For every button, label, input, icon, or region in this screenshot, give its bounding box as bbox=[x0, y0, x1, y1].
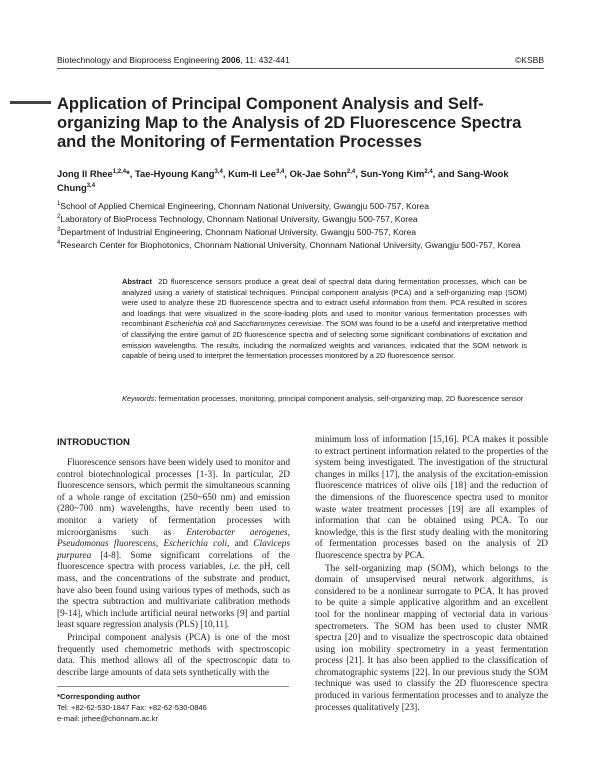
journal-citation bbox=[57, 55, 290, 65]
abstract: Abstract 2D fluorescence sensors produce a great deal of spectral data during fermentation processes, which can be analyzed using a variety of statistical techniques. Principal component analysis (PCA) and a self-organizing map (SOM) were used to analyze these 2D fluorescence spectra and to extract useful information from them. PCA resulted in scores and loadings that were visualized in the score-loading plots and used to monitor various fermentation processes with recombinant Escherichia coli and Saccharomyces cerevisiae. The SOM was found to be a useful and interpretative method of classifying the entire gamut of 2D fluorescence spectra and of selecting some significant combinations of excitation and emission wavelengths. The results, including the normalized weights and variances, indicated that the SOM network is capable of being used to interpret the fermentation processes monitored by a 2D fluorescence sensor. bbox=[122, 277, 527, 361]
body-column-left bbox=[57, 458, 290, 679]
author-affiliation-marker: 3,4 bbox=[276, 169, 285, 175]
corresponding-author-footnote bbox=[57, 691, 207, 725]
author-affiliation-marker: 2,4 bbox=[424, 169, 433, 175]
affiliation-item: $^4$Research Center for Biophotonics, Chonnam National University, Chonnam National University, Gwangju 500-757, Korea bbox=[57, 240, 521, 251]
publisher-mark: ©KSBB bbox=[515, 55, 544, 65]
journal-volume-pages: , 11: 432-441 bbox=[240, 55, 290, 65]
footnote-label: *Corresponding author bbox=[57, 692, 141, 701]
corresponding-author-mark: * bbox=[126, 168, 130, 180]
paper-title: Application of Principal Component Analysis and Self-organizing Map to the Analysis of 2D Fluorescence Spectra and the Monitoring of Fermentation Processes bbox=[57, 95, 522, 151]
title-accent-bar bbox=[10, 101, 51, 104]
footnote-rule bbox=[57, 686, 289, 687]
keywords-label: Keywords bbox=[122, 394, 155, 403]
paragraph: minimum loss of information [15,16]. PCA makes it possible to extract pertinent information related to the properties of the system being investigated. The investigation of the structural changes in milks [17], the analysis of the excitation-emission fluorescence matrices of olive oils [18] and the reduction of the dimensions of the fluorescence spectra used to monitor waste water treatment processes [19] are all examples of information that can be obtained using PCA. To our knowledge, this is the first study dealing with the monitoring of fermentation processes based on the analysis of 2D fluorescence spectra by PCA. bbox=[315, 435, 548, 561]
journal-year: 2006 bbox=[221, 55, 241, 65]
author-affiliation-marker: 3,4 bbox=[214, 169, 223, 175]
author-affiliation-marker: 2,4 bbox=[346, 169, 356, 175]
body-column-right bbox=[315, 435, 548, 714]
affiliation-item: $^3$Department of Industrial Engineering, Chonnam National University, Gwangju 500-757, Korea bbox=[57, 226, 417, 237]
footnote-email[interactable]: e-mail: jirhee@chonnam.ac.kr bbox=[57, 714, 158, 724]
paragraph: Fluorescence sensors have been widely used to monitor and control biotechnological processes [1-3]. In particular, 2D fluorescence sensors, which permit the simultaneous scanning of a whole range of excitation (250~650 nm) and emission (280~700 nm) wavelengths, have recently been used to monitor a variety of fermentation processes with microorganisms such as Enterobacter aerogenes, Pseudomonas fluorescens, Escherichia coli, and Claviceps purpurea [4-8]. Some significant correlations of the fluorescence spectra with process variables, i.e. the pH, cell mass, and the concentrations of the substrate and product, have also been found using various types of methods, such as the spectra subtraction and multivariate calibration methods [9-14], which include artificial neural networks [9] and partial least square regression analysis (PLS) [10,11]. bbox=[57, 458, 290, 631]
journal-name: Biotechnology and Bioprocess Engineering bbox=[57, 55, 222, 65]
author-list: Jong Il Rhee$^{1,2,4}$*, Tae-Hyoung Kang$^{3,4}$, Kum-Il Lee$^{3,4}$, Ok-Jae Sohn$^{2,4}$, Sun-Yong Kim$^{2,4}$, and Sang-Wook Chung$^{3,4}$ bbox=[57, 168, 509, 194]
header-rule bbox=[57, 68, 544, 69]
author-name: Kum-Il Lee bbox=[228, 168, 276, 180]
affiliation-item: $^1$School of Applied Chemical Engineering, Chonnam National University, Gwangju 500-757, Korea bbox=[57, 200, 429, 211]
author-name: Tae-Hyoung Kang bbox=[134, 168, 215, 180]
footnote-phone: Tel: +82-62-530-1847 Fax: +82-62-530-0846 bbox=[57, 703, 207, 713]
paragraph: Principal component analysis (PCA) is one of the most frequently used chemometric methods with spectroscopic data. This method allows all of the spectroscopic data to describe large amounts of data sets synthetically with the bbox=[57, 632, 290, 678]
affiliation-item: $^2$Laboratory of BioProcess Technology, Chonnam National University, Gwangju 500-757, Korea bbox=[57, 213, 418, 224]
paragraph: The self-organizing map (SOM), which belongs to the domain of unsupervised neural network algorithms, is considered to be a nonlinear surrogate to PCA. It has proved to be quite a simple applicative algorithm and an excellent tool for the nonlinear mapping of vectorial data in various spectrometers. The SOM has been used to cluster NMR spectra [20] and to visualize the spectroscopic data obtained using ion mobility spectrometry in a yeast fermentation process [21]. It has also been applied to the classification of chromatographic systems [22]. In our previous study the SOM technique was used to classify the 2D fluorescence spectra produced in various fermentation processes and to analyze the processes qualitatively [23]. bbox=[315, 563, 548, 713]
section-heading-introduction: INTRODUCTION bbox=[57, 437, 130, 448]
keywords: Keywords: fermentation processes, monitoring, principal component analysis, self-organizing map, 2D fluorescence sensor bbox=[122, 394, 524, 403]
author-affiliation-marker: 3,4 bbox=[86, 183, 96, 190]
author-affiliation-marker: 1,2,4 bbox=[112, 169, 127, 175]
author-name: Sun-Yong Kim bbox=[360, 168, 425, 180]
author-name: Sang-Wook Chung bbox=[57, 168, 509, 194]
affiliation-list bbox=[57, 199, 547, 251]
author-name: Ok-Jae Sohn bbox=[289, 168, 347, 180]
abstract-label: Abstract bbox=[122, 277, 152, 286]
author-name: Jong Il Rhee bbox=[57, 168, 113, 180]
